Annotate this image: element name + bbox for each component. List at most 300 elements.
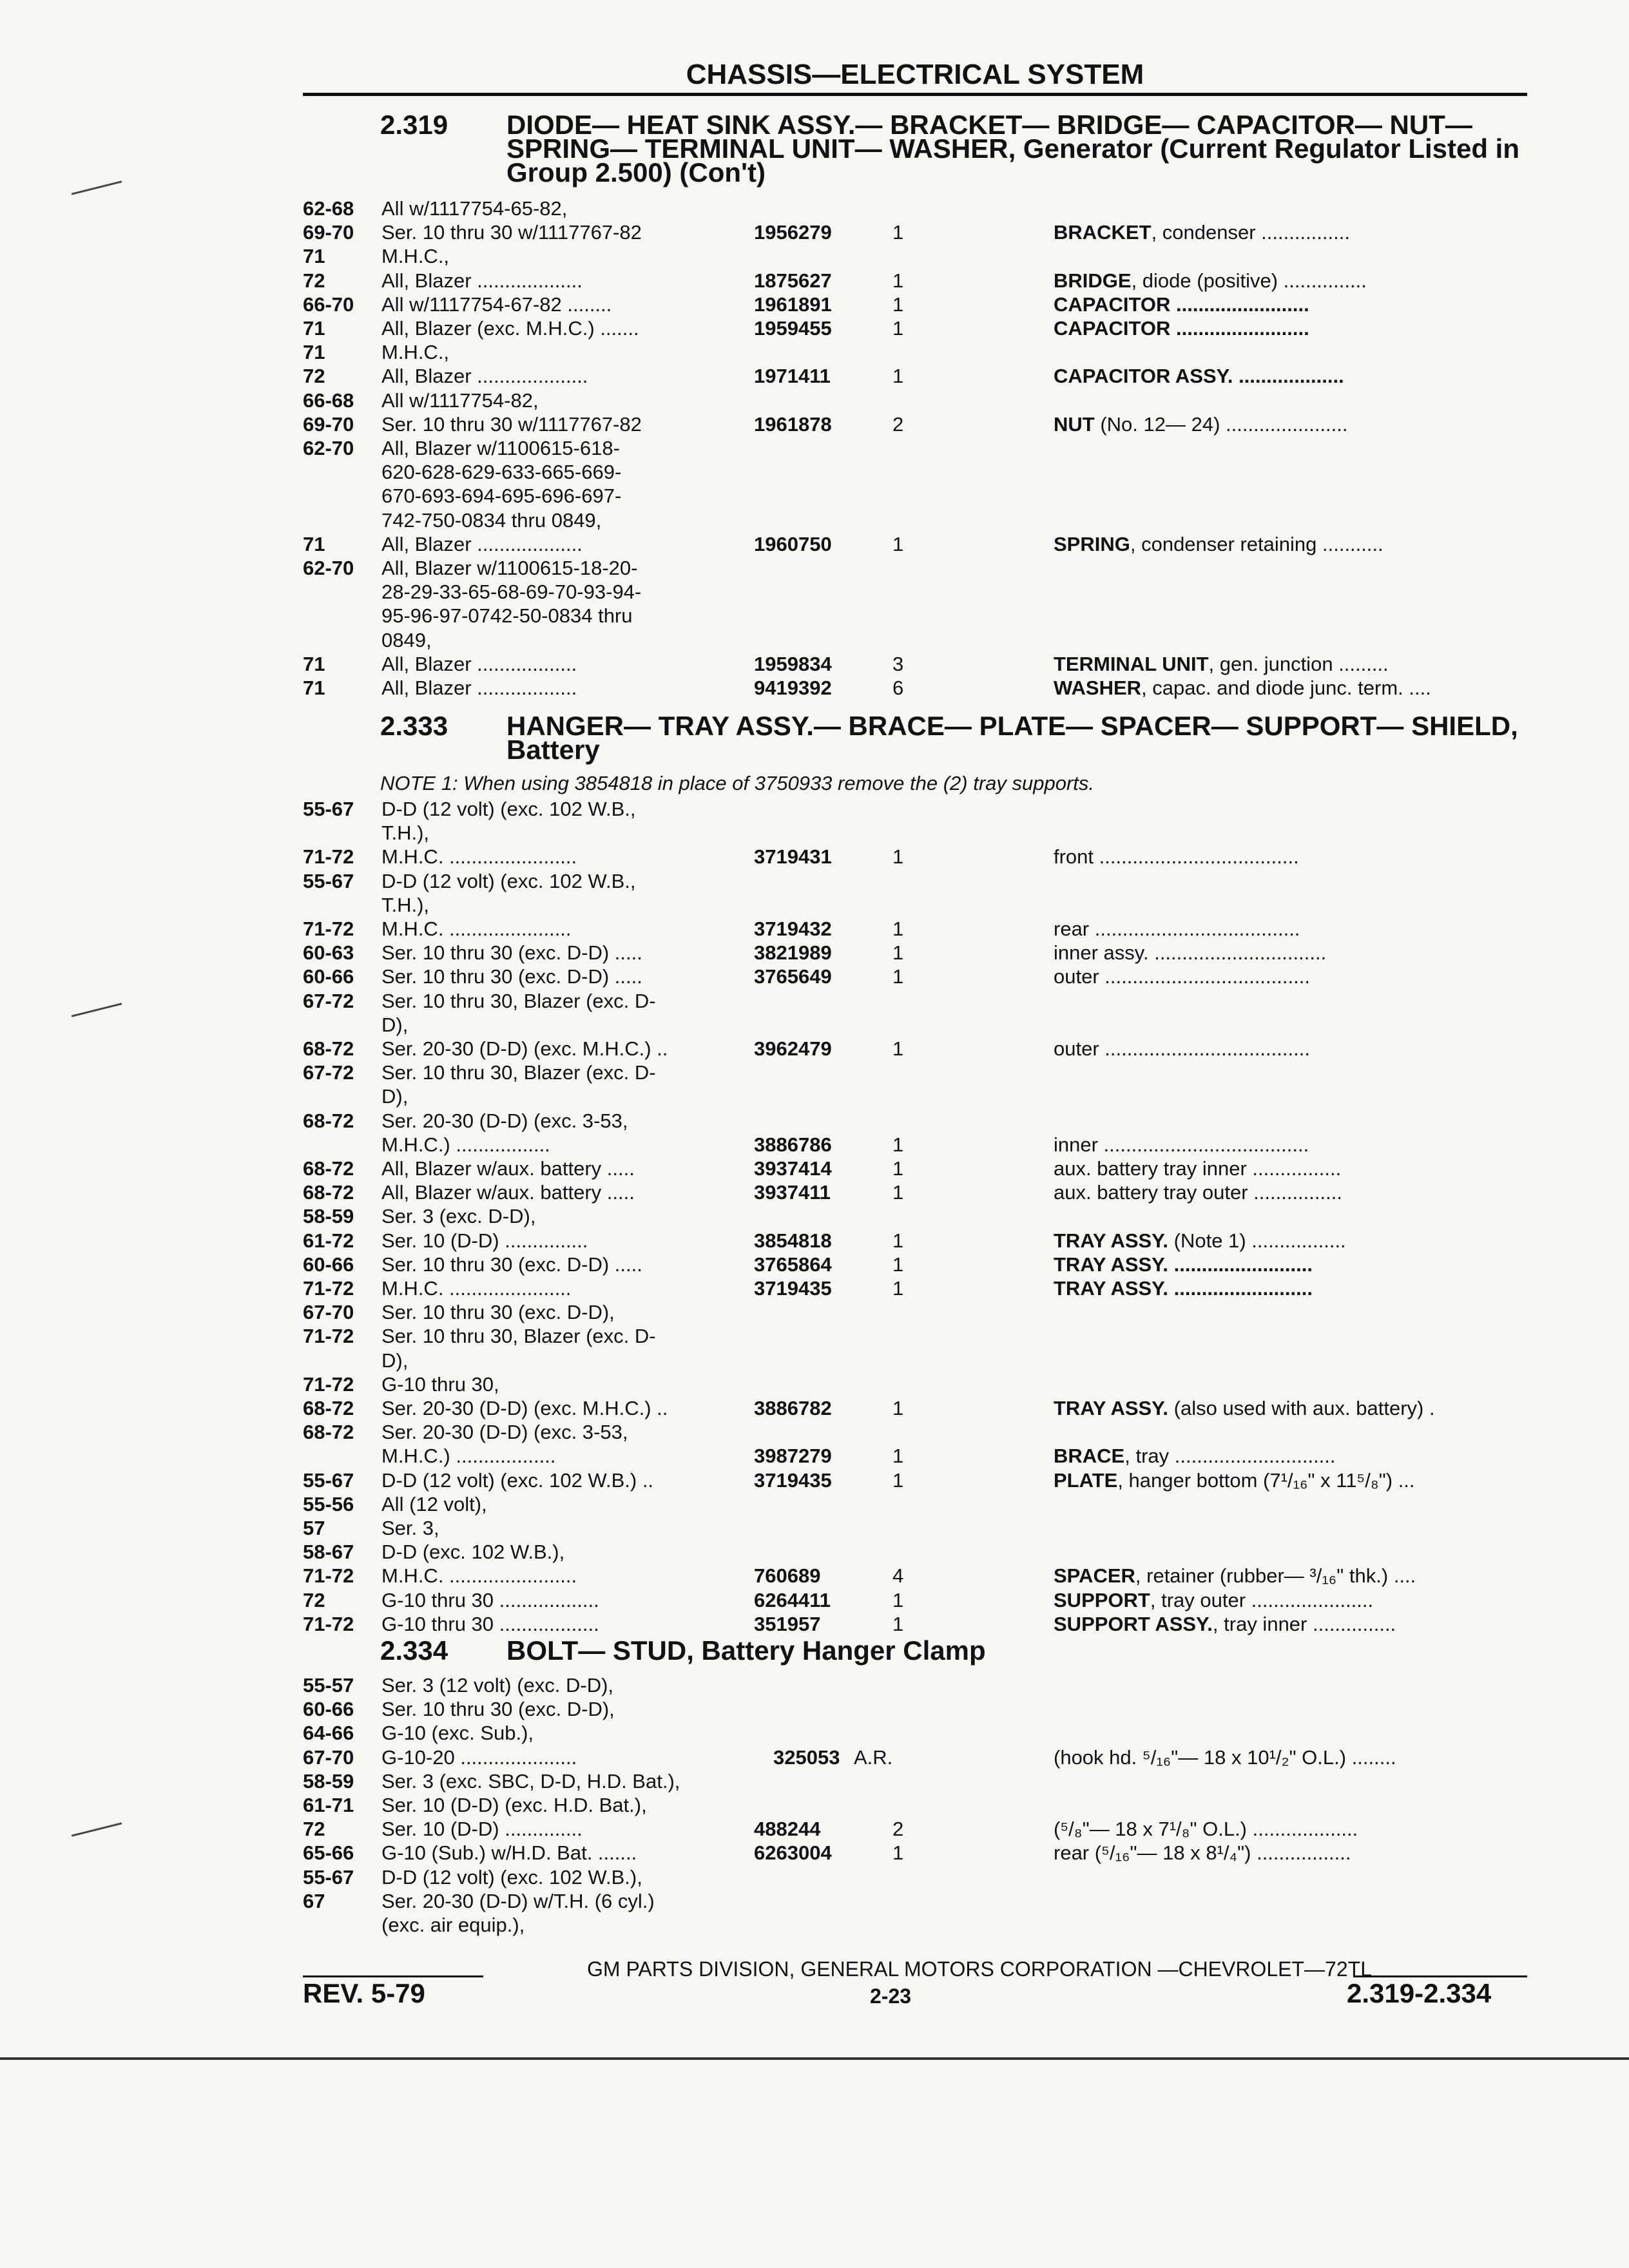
part-number-cell: 488244: [754, 1818, 821, 1841]
application-cell: 95-96-97-0742-50-0834 thru: [381, 604, 633, 628]
part-row: [303, 436, 1527, 460]
quantity-cell: 1: [892, 1181, 904, 1204]
part-name: TRAY ASSY.: [1054, 1229, 1169, 1252]
quantity-cell: 1: [892, 365, 904, 388]
part-name: WASHER: [1054, 677, 1142, 699]
years-cell: 55-67: [303, 869, 354, 892]
description-cell: aux. battery tray outer ................: [1054, 1181, 1342, 1204]
quantity-cell: 1: [892, 293, 904, 316]
years-cell: 71: [303, 532, 325, 555]
description-cell: TRAY ASSY. (Note 1) .................: [1054, 1229, 1346, 1252]
application-cell: M.H.C. ......................: [381, 1277, 572, 1300]
application-cell: Ser. 10 thru 30 (exc. D-D),: [381, 1698, 615, 1721]
quantity-cell: 1: [892, 1037, 904, 1060]
description-cell: aux. battery tray inner ................: [1054, 1157, 1342, 1180]
part-name: TERMINAL UNIT: [1054, 652, 1209, 675]
description-cell: WASHER, capac. and diode junc. term. ....: [1054, 677, 1431, 699]
quantity-cell: 2: [892, 1818, 904, 1841]
part-row: [303, 389, 1527, 412]
years-cell: 72: [303, 1588, 325, 1611]
application-cell: Ser. 20-30 (D-D) (exc. M.H.C.) ..: [381, 1397, 668, 1419]
part-row: [303, 1444, 1527, 1468]
description-cell: SUPPORT ASSY., tray inner ...............: [1054, 1612, 1396, 1635]
years-cell: 71: [303, 677, 325, 699]
part-row: [303, 1229, 1527, 1253]
years-cell: 62-70: [303, 437, 354, 459]
description-cell: [1054, 364, 1629, 388]
years-cell: 67: [303, 1889, 325, 1912]
part-row: [303, 965, 1527, 988]
part-row: [303, 316, 1527, 340]
application-cell: T.H.),: [381, 822, 430, 845]
years-cell: 66-70: [303, 293, 354, 316]
application-cell: All w/1117754-65-82,: [381, 197, 568, 220]
section-title: HANGER— TRAY ASSY.— BRACE— PLATE— SPACER— SUPPORT— SHIELD, Battery: [506, 711, 1518, 765]
years-cell: 55-67: [303, 798, 354, 820]
application-cell: Ser. 10 thru 30 w/1117767-82: [381, 221, 642, 244]
part-number-cell: 1961891: [754, 293, 832, 316]
quantity-cell: 1: [892, 1277, 904, 1300]
part-row: [303, 821, 1527, 845]
quantity-cell: 6: [892, 677, 904, 699]
part-row: [303, 676, 1527, 700]
quantity-cell: A.R.: [854, 1745, 893, 1769]
description-cell: rear (⁵/₁₆"— 18 x 8¹/₄") .................: [1054, 1841, 1351, 1865]
application-cell: All, Blazer ..................: [381, 677, 577, 699]
application-cell: Ser. 10 thru 30 (exc. D-D) .....: [381, 1253, 642, 1276]
quantity-cell: 1: [892, 269, 904, 292]
application-cell: D-D (12 volt) (exc. 102 W.B.),: [381, 1865, 642, 1888]
part-row: [303, 1516, 1527, 1540]
part-row: [303, 1793, 1527, 1817]
part-row: [303, 293, 1527, 316]
application-cell: G-10 thru 30 ..................: [381, 1588, 599, 1611]
years-cell: 67-70: [303, 1745, 354, 1769]
application-cell: 28-29-33-65-68-69-70-93-94-: [381, 581, 642, 604]
part-row: [303, 364, 1527, 388]
application-cell: D),: [381, 1013, 409, 1036]
page-title: CHASSIS—ELECTRICAL SYSTEM: [686, 59, 1144, 90]
part-name: BRACKET: [1054, 221, 1152, 244]
note-1: NOTE 1: When using 3854818 in place of 3750933 remove the (2) tray supports.: [380, 772, 1095, 794]
application-cell: G-10 (exc. Sub.),: [381, 1722, 534, 1745]
description-cell: outer .....................................: [1054, 1037, 1310, 1060]
part-number-cell: 6263004: [754, 1841, 832, 1865]
part-row: [303, 1492, 1527, 1516]
part-number-cell: 3719435: [754, 1468, 832, 1492]
part-row: [303, 1913, 1527, 1937]
section-number: 2.333: [380, 711, 448, 741]
part-row: [303, 556, 1527, 580]
application-cell: Ser. 10 (D-D) ...............: [381, 1229, 588, 1252]
application-cell: Ser. 3,: [381, 1517, 439, 1539]
group-range: 2.319-2.334: [1347, 1978, 1492, 2008]
part-row: [303, 652, 1527, 676]
description-cell: (hook hd. ⁵/₁₆"— 18 x 10¹/₂" O.L.) ........: [1054, 1745, 1396, 1769]
application-cell: Ser. 10 (D-D) ..............: [381, 1818, 583, 1841]
part-row: [303, 269, 1527, 293]
years-cell: 55-56: [303, 1492, 354, 1515]
quantity-cell: 1: [892, 1397, 904, 1419]
part-row: [303, 1889, 1527, 1913]
quantity-cell: 2: [892, 412, 904, 436]
application-cell: M.H.C.,: [381, 245, 450, 268]
part-number-cell: 1875627: [754, 269, 832, 292]
application-cell: Ser. 20-30 (D-D) (exc. 3-53,: [381, 1421, 628, 1444]
part-row: [303, 1133, 1527, 1157]
description-cell: rear .....................................: [1054, 918, 1300, 940]
years-cell: 72: [303, 1818, 325, 1841]
part-name: CAPACITOR ASSY. ...................: [1054, 365, 1344, 388]
part-row: [303, 1540, 1527, 1564]
years-cell: 68-72: [303, 1109, 354, 1132]
part-row: [303, 604, 1527, 628]
part-number-cell: 3719431: [754, 845, 832, 869]
application-cell: Ser. 10 thru 30 (exc. D-D),: [381, 1301, 615, 1324]
part-row: [303, 941, 1527, 965]
part-number-cell: 3854818: [754, 1229, 832, 1252]
description-cell: (⁵/₈"— 18 x 7¹/₈" O.L.) ...................: [1054, 1818, 1358, 1841]
quantity-cell: 1: [892, 918, 904, 940]
description-cell: BRACE, tray .............................: [1054, 1445, 1336, 1468]
quantity-cell: 1: [892, 1229, 904, 1252]
part-row: [303, 1817, 1527, 1841]
part-number-cell: 3987279: [754, 1445, 832, 1468]
years-cell: 71: [303, 317, 325, 340]
part-name: CAPACITOR ........................: [1054, 317, 1309, 340]
quantity-cell: 1: [892, 1253, 904, 1276]
part-row: [303, 1769, 1527, 1793]
description-cell: SUPPORT, tray outer ......................: [1054, 1588, 1374, 1611]
part-row: [303, 1324, 1527, 1348]
part-number-cell: 1971411: [754, 365, 831, 388]
part-row: [303, 1180, 1527, 1204]
application-cell: G-10 thru 30,: [381, 1372, 499, 1396]
part-name: TRAY ASSY. .........................: [1054, 1253, 1313, 1276]
part-number-cell: 3719432: [754, 918, 832, 940]
part-name: NUT: [1054, 412, 1095, 436]
part-row: [303, 1420, 1527, 1444]
years-cell: 68-72: [303, 1181, 354, 1204]
part-number-cell: 3765864: [754, 1253, 832, 1276]
application-cell: D-D (12 volt) (exc. 102 W.B.,: [381, 798, 636, 820]
part-row: [303, 1300, 1527, 1324]
years-cell: 55-67: [303, 1865, 354, 1888]
part-number-cell: 3886782: [754, 1397, 832, 1419]
description-cell: BRACKET, condenser ................: [1054, 221, 1350, 244]
application-cell: M.H.C.) .................: [381, 1133, 550, 1156]
part-name: SPRING: [1054, 532, 1130, 555]
application-cell: All, Blazer ....................: [381, 365, 588, 388]
part-row: [303, 1468, 1527, 1492]
part-row: [303, 1109, 1527, 1133]
quantity-cell: 1: [892, 1468, 904, 1492]
part-number-cell: 3962479: [754, 1037, 832, 1060]
application-cell: Ser. 10 thru 30, Blazer (exc. D-: [381, 1325, 656, 1348]
application-cell: Ser. 3 (12 volt) (exc. D-D),: [381, 1674, 614, 1696]
margin-mark: [72, 1003, 122, 1017]
application-cell: G-10-20 .....................: [381, 1745, 577, 1769]
years-cell: 68-72: [303, 1397, 354, 1419]
part-row: [303, 1204, 1527, 1228]
part-row: [303, 1396, 1527, 1420]
part-row: [303, 220, 1527, 244]
part-name: SPACER: [1054, 1564, 1135, 1588]
years-cell: 58-59: [303, 1205, 354, 1228]
years-cell: 68-72: [303, 1157, 354, 1180]
part-row: [303, 484, 1527, 508]
quantity-cell: 1: [892, 532, 904, 555]
part-row: [303, 845, 1527, 869]
quantity-cell: 1: [892, 221, 904, 244]
application-cell: M.H.C. ......................: [381, 918, 572, 940]
description-cell: SPACER, retainer (rubber— ³/₁₆" thk.) ....: [1054, 1564, 1416, 1588]
application-cell: 0849,: [381, 628, 432, 651]
part-row: [303, 1084, 1527, 1108]
years-cell: 69-70: [303, 412, 354, 436]
application-cell: (exc. air equip.),: [381, 1914, 525, 1936]
bottom-rule: [0, 2057, 1629, 2060]
years-cell: 68-72: [303, 1037, 354, 1060]
years-cell: 71-72: [303, 918, 354, 940]
application-cell: D-D (exc. 102 W.B.),: [381, 1541, 565, 1564]
years-cell: 71: [303, 341, 325, 364]
years-cell: 55-67: [303, 1468, 354, 1492]
years-cell: 57: [303, 1517, 325, 1539]
quantity-cell: 1: [892, 941, 904, 965]
years-cell: 58-67: [303, 1541, 354, 1564]
description-cell: BRIDGE, diode (positive) ...............: [1054, 269, 1367, 292]
part-row: [303, 1673, 1527, 1697]
section-title: BOLT— STUD, Battery Hanger Clamp: [506, 1635, 986, 1666]
years-cell: 71: [303, 245, 325, 268]
years-cell: 71-72: [303, 845, 354, 869]
years-cell: 67-72: [303, 989, 354, 1012]
part-number-cell: 1959455: [754, 317, 832, 340]
part-number-cell: 3937411: [754, 1181, 831, 1204]
part-row: [303, 532, 1527, 556]
part-name: CAPACITOR ........................: [1054, 293, 1309, 316]
part-row: [303, 893, 1527, 917]
part-row: [303, 197, 1527, 220]
application-cell: G-10 thru 30 ..................: [381, 1612, 599, 1635]
years-cell: 71-72: [303, 1612, 354, 1635]
part-number-cell: 1959834: [754, 652, 832, 675]
application-cell: Ser. 10 thru 30 w/1117767-82: [381, 412, 642, 436]
years-cell: 71-72: [303, 1372, 354, 1396]
years-cell: 55-57: [303, 1674, 354, 1696]
application-cell: All, Blazer ...................: [381, 269, 583, 292]
part-row: [303, 1276, 1527, 1300]
description-cell: front ....................................: [1054, 845, 1299, 869]
years-cell: 71-72: [303, 1277, 354, 1300]
application-cell: M.H.C.,: [381, 341, 450, 364]
quantity-cell: 1: [892, 1612, 904, 1635]
application-cell: M.H.C. .......................: [381, 845, 577, 869]
years-cell: 68-72: [303, 1421, 354, 1444]
part-row: [303, 989, 1527, 1013]
part-number-cell: 3719435: [754, 1277, 832, 1300]
part-row: [303, 340, 1527, 364]
application-cell: Ser. 10 thru 30 (exc. D-D) .....: [381, 941, 642, 965]
part-name: PLATE: [1054, 1468, 1118, 1492]
description-cell: TRAY ASSY. (also used with aux. battery) .: [1054, 1397, 1435, 1419]
margin-mark: [72, 180, 122, 195]
years-cell: 61-71: [303, 1794, 354, 1816]
quantity-cell: 4: [892, 1564, 904, 1588]
application-cell: M.H.C. .......................: [381, 1564, 577, 1588]
part-number-cell: 1961878: [754, 412, 832, 436]
part-row: [303, 1865, 1527, 1889]
application-cell: 670-693-694-695-696-697-: [381, 485, 622, 508]
application-cell: Ser. 10 thru 30 (exc. D-D) .....: [381, 965, 642, 988]
years-cell: 67-72: [303, 1061, 354, 1084]
application-cell: M.H.C.) ..................: [381, 1445, 556, 1468]
part-name: BRIDGE: [1054, 269, 1132, 292]
years-cell: 60-63: [303, 941, 354, 965]
part-row: [303, 1564, 1527, 1588]
years-cell: 62-70: [303, 557, 354, 579]
application-cell: All, Blazer w/1100615-618-: [381, 437, 620, 459]
quantity-cell: 1: [892, 1588, 904, 1611]
application-cell: D-D (12 volt) (exc. 102 W.B.) ..: [381, 1468, 654, 1492]
application-cell: G-10 (Sub.) w/H.D. Bat. .......: [381, 1841, 637, 1865]
part-row: [303, 1697, 1527, 1721]
part-row: [303, 1841, 1527, 1865]
application-cell: All, Blazer w/aux. battery .....: [381, 1157, 635, 1180]
application-cell: D),: [381, 1349, 409, 1372]
description-cell: inner assy. ...............................: [1054, 941, 1327, 965]
application-cell: All, Blazer ...................: [381, 532, 583, 555]
part-row: [303, 508, 1527, 532]
years-cell: 60-66: [303, 1253, 354, 1276]
description-cell: NUT (No. 12— 24) ......................: [1054, 412, 1348, 436]
years-cell: 60-66: [303, 1698, 354, 1721]
application-cell: Ser. 10 thru 30, Blazer (exc. D-: [381, 1061, 656, 1084]
section-title: DIODE— HEAT SINK ASSY.— BRACKET— BRIDGE— CAPACITOR— NUT— SPRING— TERMINAL UNIT— WASHER, Generator (Current Regulator Listed in Group 2.500) (Con't): [506, 110, 1520, 187]
part-row: [303, 1037, 1527, 1061]
quantity-cell: 1: [892, 965, 904, 988]
part-row: [303, 1745, 1527, 1769]
part-row: [303, 460, 1527, 484]
part-row: [303, 917, 1527, 941]
margin-mark: [72, 1822, 122, 1836]
part-row: [303, 1157, 1527, 1180]
part-row: [303, 797, 1527, 821]
part-name: SUPPORT ASSY.: [1054, 1612, 1213, 1635]
application-cell: D),: [381, 1085, 409, 1108]
section-number: 2.334: [380, 1635, 448, 1666]
part-number-cell: 760689: [754, 1564, 821, 1588]
part-name: BRACE: [1054, 1445, 1125, 1468]
quantity-cell: 1: [892, 845, 904, 869]
description-cell: SPRING, condenser retaining ...........: [1054, 532, 1383, 555]
part-row: [303, 628, 1527, 652]
part-number-cell: 3765649: [754, 965, 832, 988]
part-name: TRAY ASSY. .........................: [1054, 1277, 1313, 1300]
application-cell: T.H.),: [381, 893, 430, 916]
application-cell: All, Blazer w/aux. battery .....: [381, 1181, 635, 1204]
years-cell: 62-68: [303, 197, 354, 220]
description-cell: PLATE, hanger bottom (7¹/₁₆" x 11⁵/₈") ...: [1054, 1468, 1415, 1492]
application-cell: Ser. 20-30 (D-D) (exc. M.H.C.) ..: [381, 1037, 668, 1060]
part-row: [303, 1612, 1527, 1636]
application-cell: 620-628-629-633-665-669-: [381, 461, 622, 484]
part-row: [303, 580, 1527, 604]
years-cell: 71-72: [303, 1564, 354, 1588]
application-cell: Ser. 3 (exc. D-D),: [381, 1205, 536, 1228]
application-cell: 742-750-0834 thru 0849,: [381, 508, 602, 532]
part-row: [303, 1349, 1527, 1372]
part-name: SUPPORT: [1054, 1588, 1150, 1611]
part-number-cell: 325053: [773, 1745, 840, 1769]
quantity-cell: 1: [892, 317, 904, 340]
application-cell: Ser. 20-30 (D-D) w/T.H. (6 cyl.): [381, 1889, 655, 1912]
description-cell: outer .....................................: [1054, 965, 1310, 988]
application-cell: Ser. 3 (exc. SBC, D-D, H.D. Bat.),: [381, 1769, 680, 1792]
years-cell: 69-70: [303, 221, 354, 244]
years-cell: 71: [303, 652, 325, 675]
part-row: [303, 244, 1527, 268]
years-cell: 66-68: [303, 389, 354, 412]
part-number-cell: 3821989: [754, 941, 832, 965]
years-cell: 65-66: [303, 1841, 354, 1865]
part-row: [303, 1253, 1527, 1276]
application-cell: Ser. 10 (D-D) (exc. H.D. Bat.),: [381, 1794, 647, 1816]
page-number: 2-23: [870, 1984, 912, 2008]
application-cell: All, Blazer w/1100615-18-20-: [381, 557, 638, 579]
part-row: [303, 1372, 1527, 1396]
quantity-cell: 1: [892, 1841, 904, 1865]
part-row: [303, 412, 1527, 436]
quantity-cell: 1: [892, 1445, 904, 1468]
part-number-cell: 9419392: [754, 677, 832, 699]
footer-publisher: GM PARTS DIVISION, GENERAL MOTORS CORPORATION —CHEVROLET—72TL: [587, 1957, 1372, 1981]
application-cell: All, Blazer (exc. M.H.C.) .......: [381, 317, 639, 340]
quantity-cell: 1: [892, 1133, 904, 1156]
part-number-cell: 1956279: [754, 221, 832, 244]
description-cell: [1054, 1253, 1629, 1276]
application-cell: All, Blazer ..................: [381, 652, 577, 675]
years-cell: 71-72: [303, 1325, 354, 1348]
revision-label: REV. 5-79: [303, 1978, 425, 2008]
part-name: TRAY ASSY.: [1054, 1397, 1169, 1419]
part-number-cell: 6264411: [754, 1588, 831, 1611]
years-cell: 58-59: [303, 1769, 354, 1792]
description-cell: [1054, 1276, 1629, 1300]
years-cell: 64-66: [303, 1722, 354, 1745]
description-cell: [1054, 316, 1629, 340]
part-row: [303, 1013, 1527, 1037]
part-number-cell: 1960750: [754, 532, 832, 555]
application-cell: Ser. 20-30 (D-D) (exc. 3-53,: [381, 1109, 628, 1132]
years-cell: 72: [303, 365, 325, 388]
description-cell: TERMINAL UNIT, gen. junction .........: [1054, 652, 1389, 675]
years-cell: 72: [303, 269, 325, 292]
part-row: [303, 1721, 1527, 1745]
quantity-cell: 3: [892, 652, 904, 675]
part-row: [303, 869, 1527, 893]
years-cell: 61-72: [303, 1229, 354, 1252]
application-cell: All (12 volt),: [381, 1492, 487, 1515]
application-cell: Ser. 10 thru 30, Blazer (exc. D-: [381, 989, 656, 1012]
application-cell: D-D (12 volt) (exc. 102 W.B.,: [381, 869, 636, 892]
years-cell: 60-66: [303, 965, 354, 988]
section-number: 2.319: [380, 110, 448, 140]
quantity-cell: 1: [892, 1157, 904, 1180]
part-row: [303, 1061, 1527, 1084]
application-cell: All w/1117754-67-82 ........: [381, 293, 612, 316]
